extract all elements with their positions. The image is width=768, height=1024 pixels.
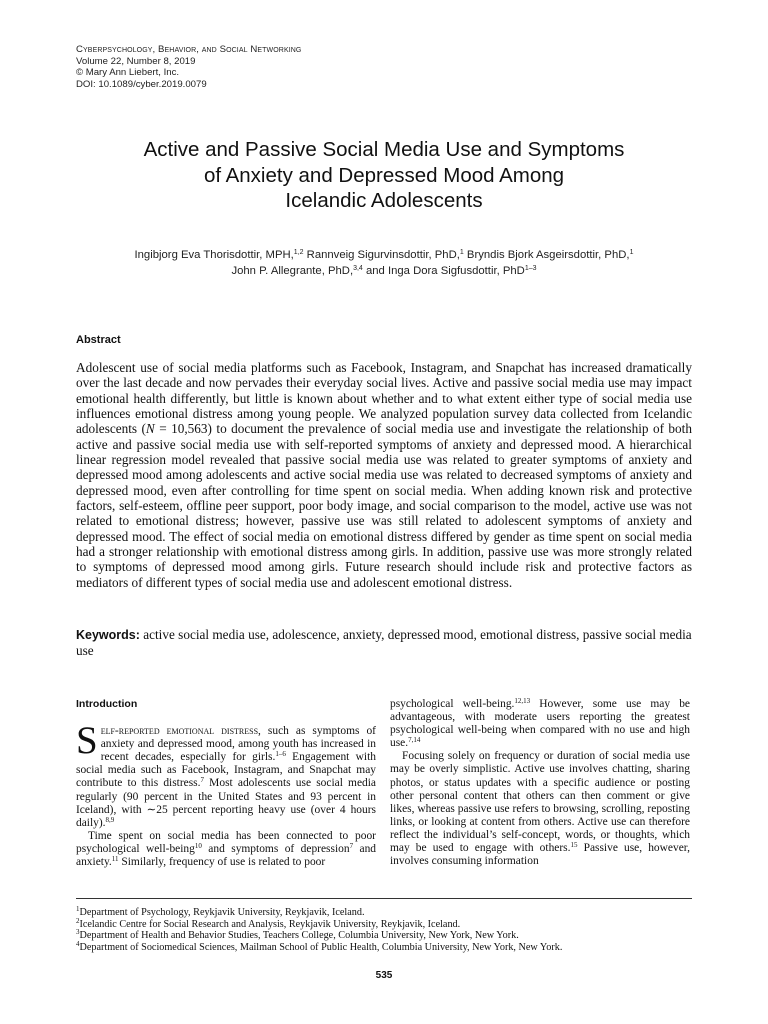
body-column-right — [390, 698, 690, 868]
paragraph-text: and symptoms of depression — [201, 842, 350, 855]
author-name: Rannveig Sigurvinsdottir, PhD, — [303, 249, 460, 261]
author-name: Ingibjorg Eva Thorisdottir, MPH, — [134, 249, 294, 261]
author-affiliation-sup: 1,2 — [293, 249, 304, 256]
author-line-1 — [84, 248, 684, 264]
title-line-3: Icelandic Adolescents — [285, 189, 483, 212]
paragraph-text: Time spent on social media has been connected to poor psychological well-being — [76, 829, 376, 855]
footnote-text: Department of Sociomedical Sciences, Mailman School of Public Health, Columbia University, New York, New York. — [79, 941, 563, 953]
paragraph-text: and anxiety. — [76, 842, 377, 869]
citation-sup: 8,9 — [105, 815, 115, 824]
author-list — [84, 248, 684, 279]
footnote-number: 2 — [76, 916, 80, 925]
abstract-text: Adolescent use of social media platforms such as Facebook, Instagram, and Snapchat has increased dramatically over the last decade and now pervades their everyday social lives. Active and passive social media use may impact emotional health differently, but little is known about whether and to what extent either type of social media use influences emotional distress among young people. We analyzed population survey data collected from Icelandic adolescents ( — [76, 360, 692, 437]
citation-sup: 7,14 — [408, 736, 421, 745]
journal-doi[interactable]: DOI: 10.1089/cyber.2019.0079 — [76, 78, 207, 90]
citation-sup: 7 — [200, 776, 204, 785]
footnote-number: 4 — [76, 939, 80, 948]
body-column-left — [76, 698, 376, 869]
intro-paragraph-3 — [390, 750, 690, 868]
author-name: Bryndis Bjork Asgeirsdottir, PhD, — [463, 249, 630, 261]
author-line-2 — [84, 264, 684, 280]
keywords-text: active social media use, adolescence, anxiety, depressed mood, emotional distress, passive social media use — [76, 627, 692, 659]
paragraph-text: Most adolescents use social media regularly (90 percent in the United States and 93 percent in Iceland), with ∼25 percent reporting heavy use (over 4 hours daily). — [76, 777, 376, 829]
paragraph-text: However, some use may be advantageous, with moderate users reporting the greatest psychological well-being when compared with no use and high use. — [390, 698, 690, 750]
article-title — [84, 137, 684, 214]
footnote-text: Department of Health and Behavior Studies, Teachers College, Columbia University, New York, New York. — [79, 930, 519, 942]
intro-paragraph-2 — [76, 830, 376, 869]
footnote — [76, 916, 692, 931]
paragraph-text: Engagement with social media such as Facebook, Instagram, and Snapchat may contribute to this distress. — [76, 751, 377, 790]
citation-sup: 7 — [349, 841, 354, 850]
author-affiliation-sup: 1 — [629, 249, 634, 256]
keywords — [76, 627, 692, 659]
lead-in-smallcaps: elf-reported emotional distress — [100, 725, 259, 738]
author-name: John P. Allegrante, PhD, — [231, 264, 354, 277]
paragraph-text: Similarly, frequency of use is related to poor — [118, 856, 326, 869]
footnote-number: 3 — [76, 928, 80, 937]
drop-cap: S — [76, 719, 98, 763]
intro-paragraph-2-continued — [390, 698, 690, 750]
footnote — [76, 939, 692, 954]
author-affiliation-sup: 3,4 — [353, 264, 363, 272]
paragraph-text: Focusing solely on frequency or duration of social media use may be overly simplistic. Active use involves chatting, sharing photos, or status updates with a specific audience or posting other personal content that others can then comment or give likes, whereas passive use refers to browsing, scrolling, reposting links, or looking at content from others. Active use can therefore reflect the individual’s self-concept, words, or thoughts, which may be used to engage with others. — [390, 750, 690, 855]
page-number: 535 — [375, 970, 393, 981]
abstract-body — [76, 360, 692, 590]
footnote — [76, 907, 692, 919]
keywords-label: Keywords: — [76, 628, 140, 642]
footnote-text: Icelandic Centre for Social Research and Analysis, Reykjavik University, Reykjavik, Iceland. — [79, 918, 461, 930]
abstract-heading: Abstract — [76, 334, 121, 346]
author-name: and Inga Dora Sigfusdottir, PhD — [362, 264, 525, 277]
abstract-n-value: = 10,563 — [154, 421, 208, 437]
intro-paragraph-1 — [76, 719, 377, 830]
section-heading-introduction: Introduction — [76, 698, 138, 710]
journal-copyright: © Mary Ann Liebert, Inc. — [76, 67, 180, 79]
footnote-text: Department of Psychology, Reykjavik University, Reykjavik, Iceland. — [79, 907, 365, 918]
citation-sup: 12,13 — [514, 697, 531, 705]
paragraph-text: , such as symptoms of anxiety and depressed mood, among youth has increased in recent decades, especially for girls. — [100, 725, 376, 764]
journal-header — [76, 44, 301, 90]
title-line-1: Active and Passive Social Media Use and Symptoms — [143, 138, 625, 161]
footnote — [76, 930, 692, 942]
affiliation-footnotes — [76, 898, 692, 953]
journal-volume: Volume 22, Number 8, 2019 — [76, 55, 196, 67]
title-line-2: of Anxiety and Depressed Mood Among — [203, 163, 565, 187]
citation-sup: 10 — [194, 841, 202, 850]
abstract-n-symbol: N — [145, 421, 155, 437]
abstract-text-continued: ) to document the prevalence of social media use and investigate the relationship of both active and passive social media use with self-reported symptoms of anxiety and depressed mood. A hierarchical linear regression model revealed that passive social media use was related to greater symptoms of anxiety and depressed mood among adolescents and active social media use was related to decreased symptoms of anxiety and depressed mood, even after controlling for time spent on social media. When adding known risk and protective factors, self-esteem, offline peer support, poor body image, and social comparison to the model, active use was not related to emotional distress; however, passive use was still related to adolescent symptoms of anxiety and depressed mood. The effect of social media on emotional distress differed by gender as time spent on social media had a stronger relationship with emotional distress among girls. In addition, passive use was more strongly related to symptoms of depressed mood among girls. Future research should include risk and protective factors as mediators of different types of social media use and adolescent emotional distress. — [76, 421, 692, 590]
paragraph-text: Passive use, however, involves consuming information — [390, 842, 690, 868]
author-affiliation-sup: 1–3 — [524, 264, 537, 272]
journal-name: Cyberpsychology, Behavior, and Social Networking — [76, 44, 302, 55]
author-affiliation-sup: 1 — [459, 249, 464, 256]
citation-sup: 15 — [570, 841, 578, 850]
citation-sup: 11 — [111, 855, 119, 864]
citation-sup: 1–6 — [275, 750, 286, 759]
footnote-number: 1 — [76, 905, 80, 913]
paragraph-text: psychological well-being. — [390, 698, 515, 710]
